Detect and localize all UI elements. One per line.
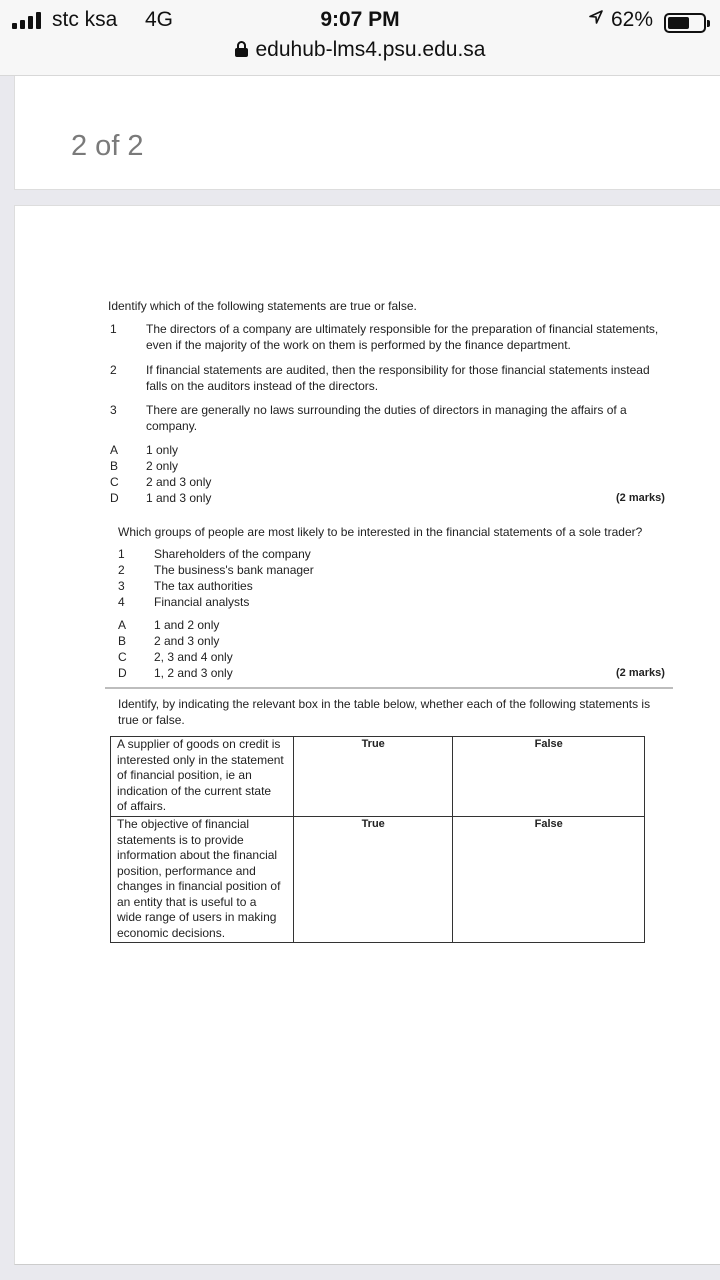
q2-group-4: Financial analysts — [154, 595, 250, 609]
carrier-name: stc ksa — [52, 8, 118, 31]
network-type: 4G — [145, 8, 174, 31]
q2-option-letter: D — [118, 666, 127, 680]
q1-option-c[interactable]: 2 and 3 only — [146, 475, 212, 489]
q2-option-c[interactable]: 2, 3 and 4 only — [154, 650, 233, 664]
q3-prompt-line1: Identify, by indicating the relevant box in the table below, whether each of the following statements is — [118, 697, 651, 711]
location-arrow-icon — [588, 9, 604, 30]
q1-marks: (2 marks) — [616, 492, 665, 504]
q1-option-b[interactable]: 2 only — [146, 459, 179, 473]
true-box[interactable]: True — [294, 817, 453, 943]
q1-option-a[interactable]: 1 only — [146, 443, 179, 457]
q1-prompt: Identify which of the following statements are true or false. — [108, 299, 417, 313]
q2-group-3: The tax authorities — [154, 579, 253, 593]
q1-option-letter: A — [110, 443, 119, 457]
page-counter: 2 of 2 — [71, 130, 144, 162]
q1-statement-3-line2: company. — [146, 419, 198, 433]
q2-group-num: 2 — [118, 563, 125, 577]
false-box[interactable]: False — [453, 737, 645, 817]
statement-cell: The objective of financial statements is to provide information about the financial position, performance and changes in financial position of an entity that is useful to a wide range of users in making economic decisions. — [111, 817, 294, 943]
q2-group-2: The business's bank manager — [154, 563, 314, 577]
q3-prompt-line2: true or false. — [118, 713, 185, 727]
page-counter-card — [14, 76, 720, 190]
q2-group-num: 4 — [118, 595, 125, 609]
q2-option-d[interactable]: 1, 2 and 3 only — [154, 666, 233, 680]
true-box[interactable]: True — [294, 737, 453, 817]
q1-option-d[interactable]: 1 and 3 only — [146, 491, 212, 505]
q2-option-letter: C — [118, 650, 127, 664]
battery-percent: 62% — [611, 8, 654, 31]
true-false-table — [110, 736, 645, 943]
q1-option-letter: B — [110, 459, 119, 473]
status-time: 9:07 PM — [320, 8, 400, 31]
q2-option-letter: A — [118, 618, 127, 632]
q1-statement-2-line2: falls on the auditors instead of the directors. — [146, 379, 379, 393]
q2-group-num: 3 — [118, 579, 125, 593]
lock-icon — [235, 41, 248, 57]
q2-prompt: Which groups of people are most likely to be interested in the financial statements of a sole trader? — [118, 525, 643, 539]
q1-statement-num: 3 — [110, 403, 117, 417]
q1-statement-num: 1 — [110, 322, 117, 336]
q2-option-b[interactable]: 2 and 3 only — [154, 634, 220, 648]
url-text: eduhub-lms4.psu.edu.sa — [255, 38, 486, 61]
q2-marks: (2 marks) — [616, 667, 665, 679]
status-bar — [0, 6, 720, 34]
battery-fill — [668, 17, 689, 29]
q1-option-letter: C — [110, 475, 119, 489]
address-bar[interactable] — [0, 38, 720, 62]
table-row — [111, 737, 645, 817]
statement-cell: A supplier of goods on credit is interested only in the statement of financial position, ie an indication of the current state of affairs. — [111, 737, 294, 817]
q2-option-letter: B — [118, 634, 127, 648]
battery-icon — [664, 13, 706, 33]
q1-statement-1-line1: The directors of a company are ultimately responsible for the preparation of financial statements, — [146, 322, 659, 336]
q1-option-letter: D — [110, 491, 119, 505]
question-divider — [105, 687, 673, 689]
q2-group-num: 1 — [118, 547, 125, 561]
false-box[interactable]: False — [453, 817, 645, 943]
q1-statement-2-line1: If financial statements are audited, then the responsibility for those financial statements instead — [146, 363, 650, 377]
q1-statement-1-line2: even if the majority of the work on them is performed by the finance department. — [146, 338, 571, 352]
q1-statement-num: 2 — [110, 363, 117, 377]
browser-top-bar — [0, 0, 720, 76]
q1-statement-3-line1: There are generally no laws surrounding the duties of directors in managing the affairs of a — [146, 403, 627, 417]
q2-group-1: Shareholders of the company — [154, 547, 311, 561]
q2-option-a[interactable]: 1 and 2 only — [154, 618, 220, 632]
table-row — [111, 817, 645, 943]
